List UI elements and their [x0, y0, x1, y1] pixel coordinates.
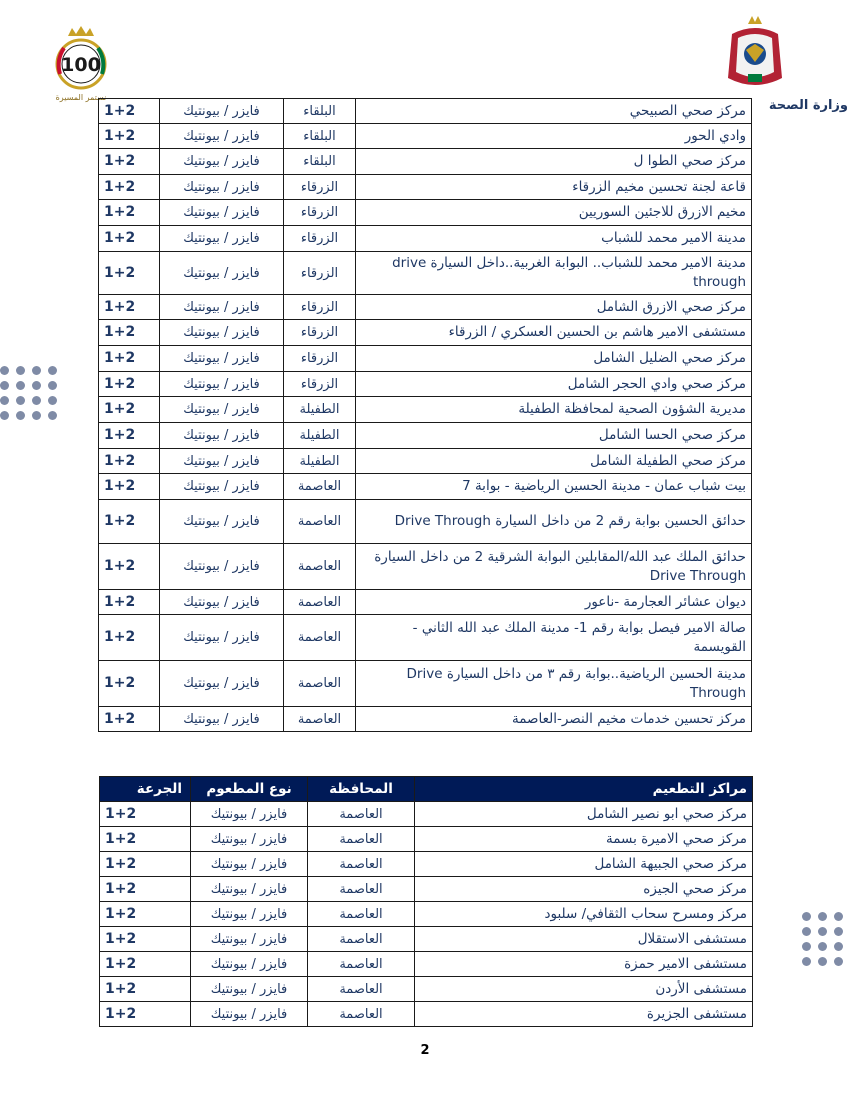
- page-number: 2: [420, 1043, 430, 1058]
- governorate-cell: الطفيلة: [284, 423, 356, 449]
- vaccine-type-cell: فايزر / بيونتيك: [191, 927, 308, 952]
- center-name-cell: مركز ومسرح سحاب الثقافي/ سلبود: [415, 902, 753, 927]
- dose-cell: 1+2: [99, 124, 160, 149]
- governorate-cell: البلقاء: [284, 99, 356, 124]
- governorate-cell: العاصمة: [284, 661, 356, 707]
- dose-cell: 1+2: [99, 500, 160, 544]
- dose-cell: 1+2: [99, 544, 160, 590]
- vaccine-type-cell: فايزر / بيونتيك: [191, 852, 308, 877]
- dose-cell: 1+2: [99, 372, 160, 397]
- governorate-cell: الزرقاء: [284, 295, 356, 320]
- governorate-cell: الزرقاء: [284, 226, 356, 252]
- dose-cell: 1+2: [100, 827, 191, 852]
- vaccine-type-cell: فايزر / بيونتيك: [160, 397, 284, 423]
- dose-cell: 1+2: [100, 952, 191, 977]
- dose-cell: 1+2: [99, 474, 160, 500]
- dose-cell: 1+2: [99, 226, 160, 252]
- vaccine-type-cell: فايزر / بيونتيك: [191, 902, 308, 927]
- vaccine-type-cell: فايزر / بيونتيك: [160, 295, 284, 320]
- vaccine-type-cell: فايزر / بيونتيك: [160, 449, 284, 474]
- center-name-cell: مركز صحي الصبيحي: [356, 99, 752, 124]
- dose-cell: 1+2: [99, 320, 160, 346]
- vaccine-type-cell: فايزر / بيونتيك: [160, 707, 284, 732]
- dose-cell: 1+2: [99, 590, 160, 615]
- governorate-cell: العاصمة: [308, 827, 415, 852]
- vaccine-type-cell: فايزر / بيونتيك: [160, 615, 284, 661]
- table-row: [100, 1002, 753, 1027]
- governorate-cell: الزرقاء: [284, 252, 356, 295]
- center-name-cell: مستشفى الجزيرة: [415, 1002, 753, 1027]
- center-name-cell: صالة الامير فيصل بوابة رقم 1- مدينة الملك عبد الله الثاني - القويسمة: [356, 615, 752, 661]
- vaccine-type-cell: فايزر / بيونتيك: [160, 252, 284, 295]
- dose-cell: 1+2: [100, 852, 191, 877]
- governorate-cell: الزرقاء: [284, 372, 356, 397]
- table-row: [99, 423, 752, 449]
- coat-of-arms-logo: [724, 14, 786, 94]
- dose-cell: 1+2: [100, 977, 191, 1002]
- center-name-cell: ديوان عشائر العجارمة -ناعور: [356, 590, 752, 615]
- table-row: [99, 99, 752, 124]
- table-row: [99, 590, 752, 615]
- dose-cell: 1+2: [100, 877, 191, 902]
- dose-cell: 1+2: [99, 449, 160, 474]
- center-name-cell: مركز صحي الجيزه: [415, 877, 753, 902]
- vaccine-type-cell: فايزر / بيونتيك: [160, 175, 284, 200]
- governorate-cell: العاصمة: [284, 590, 356, 615]
- dose-cell: 1+2: [100, 927, 191, 952]
- governorate-cell: البلقاء: [284, 124, 356, 149]
- vaccine-type-cell: فايزر / بيونتيك: [160, 346, 284, 372]
- governorate-cell: العاصمة: [308, 902, 415, 927]
- vaccine-type-cell: فايزر / بيونتيك: [160, 423, 284, 449]
- governorate-cell: العاصمة: [308, 927, 415, 952]
- vaccine-type-cell: فايزر / بيونتيك: [191, 952, 308, 977]
- center-name-cell: مركز صحي الاميرة بسمة: [415, 827, 753, 852]
- governorate-cell: الطفيلة: [284, 397, 356, 423]
- svg-text:100: 100: [61, 54, 101, 76]
- vaccine-type-cell: فايزر / بيونتيك: [160, 320, 284, 346]
- center-name-cell: مستشفى الأردن: [415, 977, 753, 1002]
- vaccine-type-cell: فايزر / بيونتيك: [191, 802, 308, 827]
- governorate-cell: العاصمة: [284, 500, 356, 544]
- governorate-cell: الزرقاء: [284, 175, 356, 200]
- center-name-cell: حدائق الحسين بوابة رقم 2 من داخل السيارة Drive Through: [356, 500, 752, 544]
- center-name-cell: مدينة الحسين الرياضية..بوابة رقم ٣ من داخل السيارة Drive Through: [356, 661, 752, 707]
- vaccination-centers-table: [99, 776, 753, 1027]
- vaccine-type-cell: فايزر / بيونتيك: [160, 544, 284, 590]
- header-vaccination-centers: مراكز التطعيم: [415, 777, 753, 802]
- governorate-cell: العاصمة: [308, 877, 415, 902]
- dose-cell: 1+2: [100, 802, 191, 827]
- table-row: [100, 977, 753, 1002]
- governorate-cell: العاصمة: [308, 1002, 415, 1027]
- center-name-cell: وادي الحور: [356, 124, 752, 149]
- governorate-cell: العاصمة: [308, 952, 415, 977]
- center-name-cell: قاعة لجنة تحسين مخيم الزرقاء: [356, 175, 752, 200]
- dose-cell: 1+2: [99, 397, 160, 423]
- vaccine-type-cell: فايزر / بيونتيك: [160, 200, 284, 226]
- decorative-dots-left: [0, 366, 58, 420]
- center-name-cell: مركز صحي الضليل الشامل: [356, 346, 752, 372]
- dose-cell: 1+2: [99, 252, 160, 295]
- center-name-cell: مركز صحي الحسا الشامل: [356, 423, 752, 449]
- table-row: [100, 927, 753, 952]
- dose-cell: 1+2: [99, 175, 160, 200]
- dose-cell: 1+2: [99, 707, 160, 732]
- table-row: [99, 149, 752, 175]
- vaccine-type-cell: فايزر / بيونتيك: [160, 124, 284, 149]
- table-row: [99, 295, 752, 320]
- governorate-cell: الزرقاء: [284, 320, 356, 346]
- table-row: [99, 124, 752, 149]
- table-row: [99, 226, 752, 252]
- dose-cell: 1+2: [99, 615, 160, 661]
- center-name-cell: مستشفى الامير هاشم بن الحسين العسكري / الزرقاء: [356, 320, 752, 346]
- table-row: [99, 661, 752, 707]
- dose-cell: 1+2: [99, 423, 160, 449]
- center-name-cell: مركز صحي الطفيلة الشامل: [356, 449, 752, 474]
- vaccine-type-cell: فايزر / بيونتيك: [160, 500, 284, 544]
- center-name-cell: مركز تحسين خدمات مخيم النصر-العاصمة: [356, 707, 752, 732]
- vaccine-type-cell: فايزر / بيونتيك: [160, 99, 284, 124]
- center-name-cell: حدائق الملك عبد الله/المقابلين البوابة الشرقية 2 من داخل السيارة Drive Through: [356, 544, 752, 590]
- table-row: [99, 615, 752, 661]
- table-row: [100, 952, 753, 977]
- center-name-cell: بيت شباب عمان - مدينة الحسين الرياضية - بوابة 7: [356, 474, 752, 500]
- table-row: [99, 320, 752, 346]
- dose-cell: 1+2: [99, 295, 160, 320]
- center-name-cell: مركز صحي الازرق الشامل: [356, 295, 752, 320]
- center-name-cell: مدينة الامير محمد للشباب.. البوابة الغربية..داخل السيارة drive through: [356, 252, 752, 295]
- vaccine-type-cell: فايزر / بيونتيك: [191, 827, 308, 852]
- table-row: [99, 200, 752, 226]
- header-dose: الجرعة: [100, 777, 191, 802]
- dose-cell: 1+2: [99, 200, 160, 226]
- table-row: [99, 346, 752, 372]
- center-name-cell: مركز صحي الجبيهة الشامل: [415, 852, 753, 877]
- governorate-cell: العاصمة: [308, 852, 415, 877]
- governorate-cell: العاصمة: [284, 474, 356, 500]
- header-governorate: المحافظة: [308, 777, 415, 802]
- center-name-cell: مدينة الامير محمد للشباب: [356, 226, 752, 252]
- governorate-cell: الزرقاء: [284, 200, 356, 226]
- svg-text:نستمر المسيرة: نستمر المسيرة: [55, 93, 107, 102]
- vaccine-type-cell: فايزر / بيونتيك: [160, 474, 284, 500]
- dose-cell: 1+2: [99, 99, 160, 124]
- vaccine-type-cell: فايزر / بيونتيك: [160, 149, 284, 175]
- dose-cell: 1+2: [100, 902, 191, 927]
- governorate-cell: العاصمة: [308, 802, 415, 827]
- table-row: [99, 707, 752, 732]
- governorate-cell: العاصمة: [284, 707, 356, 732]
- center-name-cell: مركز صحي الطوا ل: [356, 149, 752, 175]
- center-name-cell: مستشفى الاستقلال: [415, 927, 753, 952]
- dose-cell: 1+2: [100, 1002, 191, 1027]
- table-row: [100, 852, 753, 877]
- table-row: [100, 877, 753, 902]
- center-name-cell: مخيم الازرق للاجئين السوريين: [356, 200, 752, 226]
- table-row: [99, 474, 752, 500]
- vaccine-type-cell: فايزر / بيونتيك: [160, 661, 284, 707]
- vaccine-type-cell: فايزر / بيونتيك: [191, 1002, 308, 1027]
- vaccine-type-cell: فايزر / بيونتيك: [160, 226, 284, 252]
- vaccination-centers-table-continued: [98, 98, 752, 732]
- table-row: [100, 827, 753, 852]
- governorate-cell: العاصمة: [284, 615, 356, 661]
- center-name-cell: مستشفى الامير حمزة: [415, 952, 753, 977]
- table-row: [99, 175, 752, 200]
- dose-cell: 1+2: [99, 661, 160, 707]
- table-header-row: [100, 777, 753, 802]
- governorate-cell: العاصمة: [308, 977, 415, 1002]
- table-row: [99, 544, 752, 590]
- centennial-logo: [46, 24, 116, 106]
- header-vaccine-type: نوع المطعوم: [191, 777, 308, 802]
- dose-cell: 1+2: [99, 149, 160, 175]
- governorate-cell: البلقاء: [284, 149, 356, 175]
- vaccine-type-cell: فايزر / بيونتيك: [191, 877, 308, 902]
- table-row: [99, 372, 752, 397]
- table-row: [100, 802, 753, 827]
- governorate-cell: الطفيلة: [284, 449, 356, 474]
- center-name-cell: مديرية الشؤون الصحية لمحافظة الطفيلة: [356, 397, 752, 423]
- ministry-label: وزارة الصحة: [768, 98, 848, 113]
- table-row: [99, 397, 752, 423]
- center-name-cell: مركز صحي وادي الحجر الشامل: [356, 372, 752, 397]
- dose-cell: 1+2: [99, 346, 160, 372]
- governorate-cell: الزرقاء: [284, 346, 356, 372]
- table-row: [99, 500, 752, 544]
- vaccine-type-cell: فايزر / بيونتيك: [160, 590, 284, 615]
- table-row: [100, 902, 753, 927]
- vaccine-type-cell: فايزر / بيونتيك: [160, 372, 284, 397]
- decorative-dots-right: [802, 912, 850, 966]
- table-row: [99, 252, 752, 295]
- governorate-cell: العاصمة: [284, 544, 356, 590]
- vaccine-type-cell: فايزر / بيونتيك: [191, 977, 308, 1002]
- center-name-cell: مركز صحي ابو نصير الشامل: [415, 802, 753, 827]
- table-row: [99, 449, 752, 474]
